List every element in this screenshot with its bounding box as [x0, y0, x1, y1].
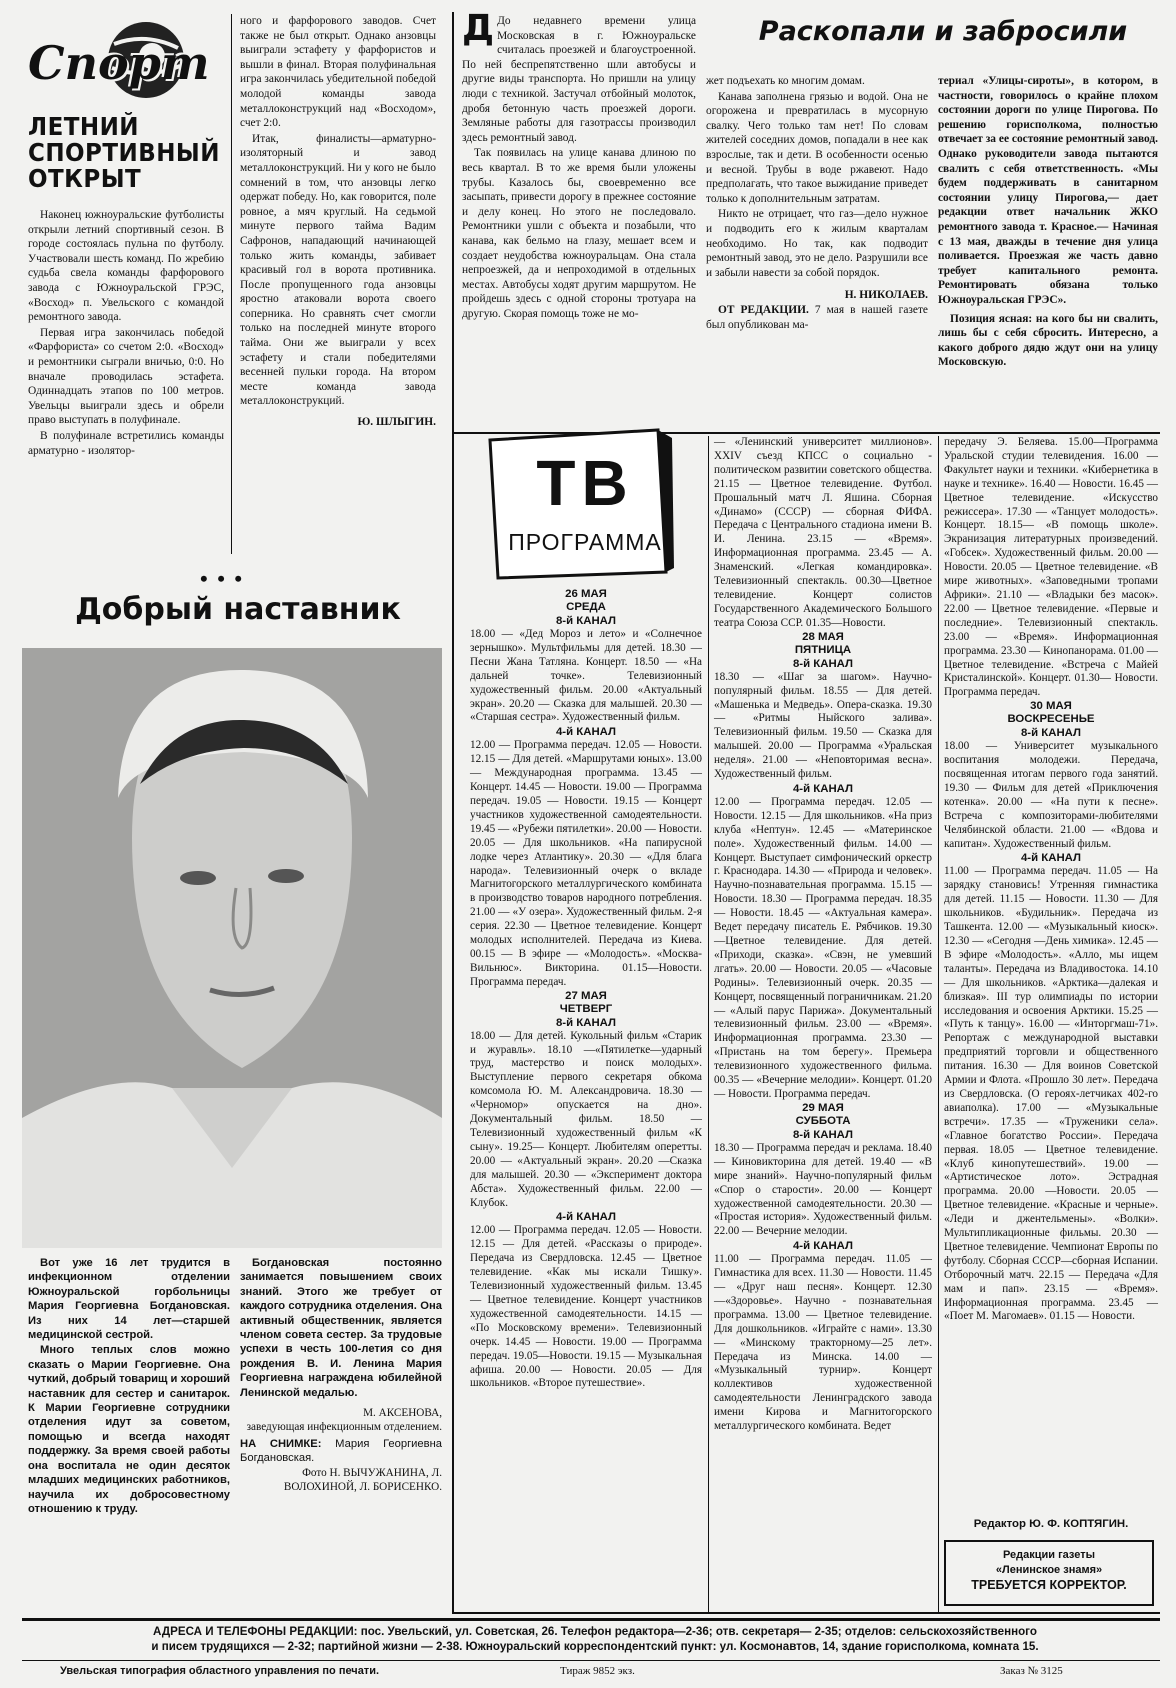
tv-day: 28 МАЯ	[802, 630, 844, 643]
tv-listing: 12.00 — Программа передач. 12.05 — Новости. 12.15 — Для детей. «Рассказы о природе». Передача из Свердловска. 12.45 — Цветное телевидение. «Как мы искали Тишку». Телевизионный художественный фильм. 13.45 — Цветное телевидение. Концерт участников художественной самодеятельности. 14.15 — «По Московскому времени». Телевизионный очерк. 14.45 — Новости. 19.00 — Программа передач. 19.05—Новости. 19.15 — Музыкальная афиша. 20.00 — Новости. 20.05 — Для школьников. «Второе путешествие».	[470, 1224, 702, 1390]
portrait-illustration	[22, 648, 442, 1248]
tv-listing: 12.00 — Программа передач. 12.05 — Новости. 12.15 — Для детей. «Маршрутами юных». 13.00 — Международная программа. 13.45 — Концерт. 14.45 — Новости. 19.00 — Программа передач. 19.05 — Новости. 19.15 — Концерт участников художественной самодеятельности. 19.45 — «Рубежи пятилетки». 20.00 — Новости. 20.05 — Для школьников. «На папирусной лодке через Атлантику». 20.30 — «Для блага народа». Телевизионный очерк о вкладе Магнитогорского металлургического комбината в производство товаров народного потребления. 21.00 — «У озера». Художественный фильм. 2-я серия. 22.30 — Цветное телевидение. Концерт молодых исполнителей. Передача из Киева. 00.15 — В эфире — «Молодость». «Москва-Вильнюс». Викторина. 01.15—Новости. Программа передач.	[470, 739, 702, 988]
editorial-lead: ОТ РЕДАКЦИИ.	[718, 303, 809, 316]
tv-channel: 8-й КАНАЛ	[555, 1016, 617, 1029]
tv-listing: 18.00 — Для детей. Кукольный фильм «Старик и журавль». 18.10 —«Пятилетке—ударный труд, мастерство и поиск молодых». Выступление первого секретаря обкома комсомола Ю. М. Александровича. 18.30 — «Черномор» опускается на дно». Документальный фильм. 18.50 — Телевизионный художественный фильм «К сыну». 19.25— Концерт. Любителям оперетты. 20.00 — «Актуальный экран». 20.20 —Сказка для малышей. 20.30 — «Эксперимент доктора Абста». Художественный фильм. 22.00 — Клубок.	[470, 1029, 702, 1209]
editorial-note	[706, 303, 928, 332]
footer-address-line: и писем трудящихся — 2-32; партийной жизни — 2-38. Южноуральский корреспондентский пункт: ул. Космонавтов, 14, здание горисполкома, комната 15.	[151, 1640, 1039, 1653]
vacancy-ad	[944, 1540, 1154, 1606]
sport-column-1	[28, 208, 224, 458]
sport-title	[28, 112, 220, 193]
tv-listing: 18.30 — «Шаг за шагом». Научно-популярный фильм. 18.55 — Для детей. «Машенька и Медведь». Опера-сказка. 19.30 — «Ритмы Ныйского залива». Телевизионный фильм. 19.50 — Сказка для малышей. 20.00 — Программа «Уральская неделя». 21.00 — «Неповторимая весна». Художественный фильм.	[714, 670, 932, 781]
paragraph: В полуфинале встретились команды арматурно - изолятор-	[28, 429, 224, 457]
column-divider	[231, 14, 232, 554]
paragraph: жет подъехать ко многим домам.	[706, 75, 865, 87]
tv-day: СРЕДА	[566, 601, 606, 613]
vacancy-ad-line: «Ленинское знамя»	[995, 1564, 1103, 1576]
raskopali-column-1	[462, 8, 696, 321]
tv-channel: 8-й КАНАЛ	[792, 1128, 854, 1141]
tv-channel: 8-й КАНАЛ	[1020, 727, 1082, 740]
tv-day: 30 МАЯ	[1030, 700, 1072, 713]
sport-logo	[28, 14, 212, 106]
footer-order: Заказ № 3125	[1000, 1665, 1063, 1677]
paragraph: Итак, финалисты—арматурно-изоляторный и завод металлоконструкций. Ни у кого не было сомнений в том, что анзовцы легко одержат победу. Но, как говорится, поле ровное, а мяч круглый. На седьмой минуте первого тайма Вадим Сафронов, нападающий начинающей только жить команды, забивает красивый гол в ворота противника. После пропущенного года анзовцы яростно атаковали ворота своего соперника. Но сравнять счет смогли только на последней минуте второго тайма. Они же выиграли у всех эстафету и стали победителями весенней пульки города. На втором месте команда завода металлоконструкций.	[240, 132, 436, 408]
tv-day: ЧЕТВЕРГ	[559, 1002, 613, 1015]
nastavnik-title: Добрый наставник	[75, 592, 401, 627]
paragraph: Много теплых слов можно сказать о Марии Георгиевне. Она чуткий, добрый товарищ и хороший наставник для сестер и санитарок. К Марии Георгиевне сотрудники отделения идут за советом, помощью и всегда находят поддержку. За время своей работы она воспитала не один десяток младших медицинских работников, научила их добросовестному отношению к труду.	[28, 1344, 231, 1515]
tv-listing: 11.00 — Программа передач. 11.05 — Гимнастика для всех. 11.30 — Новости. 11.45 — «Друг наш песня». Концерт. 12.30—«Здоровье». Научно - познавательная программа. 13.00 — Цветное телевидение. Для дошкольников. «Играйте с нами». 13.30 — «Минскому тракторному—25 лет». Передача из Минска. 14.00 — «Музыкальный турнир». Концерт коллективов художественной самодеятельности Ленинградского завода имени Кирова и Магнитогорского металлургического комбината. Ведет	[714, 1253, 932, 1433]
raskopali-column-2	[706, 74, 928, 332]
tv-listing: 18.00 — Университет музыкального воспитания молодежи. Передача, посвященная итогам первого года занятий. 19.30 — Фильм для детей «Приключения котенка». 20.00 — «На пути к песне». Встреча с композиторами-любителями Челябинской области. 21.00 — «Вдова и капитан». Художественный фильм.	[944, 740, 1158, 850]
tv-column-3	[944, 436, 1158, 1324]
paragraph: Вот уже 16 лет трудится в инфекционном отделении Южноуральской горбольницы Мария Георгиевна Богдановская. Из них 14 лет—старшей медицинской сестрой.	[28, 1257, 230, 1342]
sport-title-line: ОТКРЫТ	[28, 164, 142, 193]
vacancy-ad-line: Редакции газеты	[1002, 1549, 1096, 1561]
tv-day: 26 МАЯ	[565, 588, 607, 600]
tv-channel: 4-й КАНАЛ	[555, 1211, 617, 1224]
tv-column-1	[470, 588, 702, 1391]
raskopali-title: Раскопали и забросили	[758, 16, 1128, 47]
portrait-photo	[22, 648, 442, 1248]
caption-lead: НА СНИМКЕ:	[240, 1437, 322, 1450]
tv-listing: 12.00 — Программа передач. 12.05 — Новости. 12.15 — Для школьников. «На приз клуба «Нептун». 12.45 — «Материнское поле». Художественный фильм. 14.00 — Концерт. Выступает симфонический оркестр г. Краснодара. 14.30 — «Природа и человек». Научно-познавательная программа. 15.15 — Новости. 18.30 — Программа передач. 18.35 — Новости. 18.45 — «Актуальная камера». Ведет передачу писатель Е. Рябчиков. 19.30 —Цветное телевидение. Для детей. «Приходи, сказка». «Свэн, не умевший лгать». 20.00 — Новости. 20.05 — «Часовые Родины». Телевизионный очерк. 20.35 —Концерт, посвященный пограничникам. 21.20 — «Алый парус Парижа». Документальный телевизионный фильм. 23.00 — «Время». Информационная программа. 23.30 — «Пристань на том берегу». Премьера телевизионного художественного фильма. 00.35 — «Вечерние мелодии». Концерт. 01.20 — Новости. Программа передач.	[714, 795, 932, 1100]
footer-rule	[22, 1618, 1160, 1621]
paragraph: ного и фарфорового заводов. Счет также не был открыт. Однако анзовцы выиграли эстафету у фарфористов и вышли в финал. Вторая полуфинальная игра закончилась убедительной победой молодой команды завода металлоконструкций над «Восходом», счет 2:0.	[240, 15, 436, 130]
tv-column-2	[714, 436, 932, 1434]
paragraph: Никто не отрицает, что газ—дело нужное и подводить его к жилым кварталам необходимо. Но так, как подводит ремонтный завод, это не дело. Разрушили все и забыли навести за собой порядок.	[706, 208, 928, 279]
nastavnik-signature-role: заведующая инфекционным отделением.	[246, 1421, 442, 1434]
footer-printer: Увельская типография областного управления по печати.	[60, 1665, 380, 1677]
nastavnik-signature: М. АКСЕНОВА,	[363, 1407, 442, 1420]
tv-day: ПЯТНИЦА	[794, 643, 852, 656]
footer-address-line: АДРЕСА И ТЕЛЕФОНЫ РЕДАКЦИИ: пос. Увельский, ул. Советская, 26. Телефон редактора—2-36; отв. секретаря— 2-35; отделов: сельскохозяйственного	[153, 1625, 1037, 1638]
sport-title-line: ЛЕТНИЙ	[28, 112, 140, 141]
tv-logo-letters: ТВ	[536, 447, 634, 519]
section-separator-dots: • • •	[200, 566, 245, 591]
sport-column-2	[240, 14, 436, 430]
photo-caption	[240, 1437, 442, 1466]
paragraph: Так появилась на улице канава длиною по весь квартал. В то же время были уложены трубы. Казалось бы, своевременно все засыпать, привести дорогу в прежнее состояние и делу конец. Но этого не последовало. Ремонтники ушли с объекта и позабыли, что канава, как бельмо на глазу, мешает всем и создает неудобства южноуральцам. Она стала непроезжей, да и непроходимой в отдельных местах. Автобусы ходят другим маршрутом. Не пройдешь здесь с одной стороны тротуара на другую. Скорая помощь тоже не мо-	[462, 147, 696, 320]
tv-channel: 8-й КАНАЛ	[792, 657, 854, 670]
tv-listing: 11.00 — Программа передач. 11.05 — На зарядку становись! Утренняя гимнастика для детей. 11.15 — Новости. 11.30 — Для школьников. «Будильник». Передача из Ташкента. 12.00 — «Музыкальный киоск». 12.30 — «Сегодня —День химика». 12.45 — В эфире «Молодость». «Алло, мы ищем таланты». Передача из Владивостока. 14.10 — Для школьников. «Арктика—далекая и близкая». III тур олимпиады по истории исследования и освоения Арктики. 15.25 — «Путь к танцу». 16.00 — «Инторгмаш-71». Репортаж с международной выставки предприятий торговли и общественного питания. 16.30 — Для воинов Советской Армии и Флота. «Прошло 30 лет». Передача из Свердловска. (О героях-летчиках 402-го авиаполка). 17.00 — «Музыкальные встречи». 17.35 — «Труженики села». «Главное богатство России». Передача первая. 18.05 — Цветное телевидение. «Клуб кинопутешествий». 19.00 — «Артистическое лото». Эстрадная программа. 20.00 —Новости. 20.05 — Цветное телевидение. «Красные и черные». «Леди и джентельмены». «Волки». Мультипликационные фильмы. 20.30 —Цветное телевидение. Чемпионат Европы по футболу. Сборная СССР—сборная Испании. Отборочный матч. 22.15 — Передача «Для мам и пап». 23.15 — «Время». Информационная программа. 23.45 — «Поет М. Магомаев». 01.15 — Новости.	[944, 865, 1158, 1323]
section-rule	[452, 1612, 1160, 1614]
tv-channel: 4-й КАНАЛ	[792, 782, 854, 795]
sport-logo-word: Спорт	[28, 36, 210, 90]
tv-channel: 4-й КАНАЛ	[1020, 852, 1082, 865]
paragraph: Канава заполнена грязью и водой. Она не огорожена и превратилась в мусорную свалку. Чего только там нет! По словам жителей соседних домов, попадали в нее как взрослые, так и дети. В особенности осенью и весной. Трубы в воде ржавеют. Надо предполагать, что такое выжидание приведет только к дополнительным затратам.	[706, 90, 928, 205]
caption-text: Мария Георгиевна Богдановская.	[240, 1437, 442, 1465]
editorial-paragraph: териал «Улицы-сироты», в котором, в частности, говорилось о крайне плохом состоянии дороги по улице Пирогова. По решению горисполкома, полностью отвечает за ее состояние ремонтный завод. Однако руководители завода пытаются свалить с себя ответственность. «Мы будем поддерживать в санитарном состоянии улицу Пирогова,— дает редакции ответ начальник ЖКО ремонтного завода т. Красное.— Начиная с 13 мая, дважды в течение дня улица поливается. Проезжая же часть давно требует капитального ремонта. Ремонтировать обязана только Южноуральская ГРЭС».	[938, 75, 1158, 306]
footer-circulation: Тираж 9852 экз.	[560, 1665, 635, 1677]
tv-channel: 4-й КАНАЛ	[555, 726, 617, 739]
tv-day: СУББОТА	[795, 1114, 851, 1127]
editorial-text: 7 мая в нашей газете был опубликован ма-	[706, 303, 928, 331]
drop-cap: Д	[462, 8, 495, 49]
paragraph	[462, 8, 696, 145]
tv-logo	[480, 424, 678, 582]
tv-day: 27 МАЯ	[565, 989, 607, 1002]
nastavnik-column-1	[28, 1256, 230, 1516]
paragraph: Наконец южноуральские футболисты открыли летний спортивный сезон. В городе состоялась пульна по футболу. Участвовали шесть команд. По жребию судьба свела команды фарфорового завода с Южноуральской ГРЭС, «Восход» п. Увельского с командой ремонтного завода.	[28, 209, 224, 324]
editor-line: Редактор Ю. Ф. КОПТЯГИН.	[973, 1518, 1129, 1530]
tv-channel: 8-й КАНАЛ	[555, 615, 617, 627]
tv-channel: 4-й КАНАЛ	[792, 1240, 854, 1253]
column-divider	[938, 436, 939, 1612]
page-vertical-rule	[452, 12, 454, 1612]
tv-day: 29 МАЯ	[802, 1101, 844, 1114]
tv-listing: передачу Э. Беляева. 15.00—Программа Уральской студии телевидения. 16.00 — Факультет науки и техники. «Кибернетика в науке и технике». 16.40 — Новости. 16.45 — Цветное телевидение. «Искусство режиссера». 17.30 — «Танцует молодость». Концерт. 18.15— «В помощь школе». Экранизация литературных произведений. «Гобсек». Художественный фильм. 20.00 — Новости. 20.05 — Цветное телевидение. «В мире животных». «Заповедными тропами Африки». 21.10 — «Владыки без масок». 22.00 — Цветное телевидение. «Первые и последние». Телевизионный спектакль. 23.00 — «Время». Информационная программа. 23.30 — Кинопанорама. 01.00 — Цветное телевидение. «Встреча с Майей Кристалинской». Концерт. 01.30— Новости. Программа передач.	[944, 436, 1158, 699]
tv-listing: 18.00 — «Дед Мороз и лето» и «Солнечное зернышко». Мультфильмы для детей. 18.30 — Песни Жана Татляна. Концерт. 18.50 — «На дальней точке». Телевизионный художественный фильм. 20.00 «Актуальный экран». 20.20 — Сказка для малышей. 20.30 — «Старшая сестра». Художественный фильм.	[470, 628, 702, 724]
tv-logo-word: ПРОГРАММА	[508, 529, 662, 555]
paragraph: Первая игра закончилась победой «Фарфориста» со счетом 2:0. «Восход» и ремонтники сыграли вничью, 0:0. Но вначале проводилась эстафета. Одиннадцать этапов по 100 метров. Увельцы выиграли здесь и обрели право выступать в полуфинале.	[28, 326, 224, 427]
sport-title-line: СПОРТИВНЫЙ	[28, 138, 220, 167]
footer-address	[40, 1624, 1150, 1654]
column-divider	[708, 436, 709, 1612]
raskopali-column-3	[938, 74, 1158, 370]
paragraph-text: До недавнего времени улица Московская в г. Южноуральске считалась проезжей и благоустроенной. По ней беспрепятственно шли автобусы и другие виды транспорта. Но пришли на улицу люди с техникой. Застучал отбойный молоток, дробя бетонную часть проезжей дороги. Земляные работы для газотрассы производил здесь ремонтный завод.	[462, 15, 696, 144]
tv-listing: 18.30 — Программа передач и реклама. 18.40 — Киновикторина для детей. 19.40 — «В мире знаний». Научно-популярный фильм «Спор о старости». 20.00 — Концерт художественной самодеятельности. 20.30 — «Простая история». Художественный фильм. 22.00 — Вечерние мелодии.	[714, 1141, 932, 1238]
raskopali-signature: Н. НИКОЛАЕВ.	[844, 289, 928, 302]
sport-signature: Ю. ШЛЫГИН.	[357, 416, 436, 429]
nastavnik-column-2	[240, 1256, 442, 1495]
tv-day: ВОСКРЕСЕНЬЕ	[1007, 713, 1095, 726]
vacancy-ad-headline: ТРЕБУЕТСЯ КОРРЕКТОР.	[971, 1578, 1127, 1592]
paragraph: Богдановская постоянно занимается повышением своих знаний. Этого же требует от каждого сотрудника отделения. Она активный общественник, является членом совета сестер. За трудовые успехи в честь 100-летия со дня рождения В. И. Ленина Мария Георгиевна награждена юбилейной Ленинской медалью.	[240, 1257, 442, 1399]
editorial-paragraph: Позиция ясная: на кого бы ни свалить, лишь бы с себя сбросить. Интересно, а какого доброго дядю ждут они на улицу Московскую.	[938, 312, 1158, 369]
footer-rule	[22, 1660, 1160, 1661]
photo-credit: Фото Н. ВЫЧУЖАНИНА, Л. ВОЛОХИНОЙ, Л. БОРИСЕНКО.	[283, 1466, 442, 1494]
tv-listing: — «Ленинский университет миллионов». XXIV съезд КПСС о социально - политическом развитии советского общества. 21.15 — Цветное телевидение. Футбол. Прошальный матч Л. Яшина. Сборная «Динамо» (СССР) — сборная ФИФА. Передача с Центрального стадиона имени В. И. Ленина. 23.15 — «Время». Информационная программа. 23.45 — А. Знаменский. «Легкая командировка». Телевизионный спектакль. 00.30—Цветное телевидение. Концерт солистов Государственного Академического Большого театра Союза ССР. 01.35—Новости.	[714, 436, 932, 629]
